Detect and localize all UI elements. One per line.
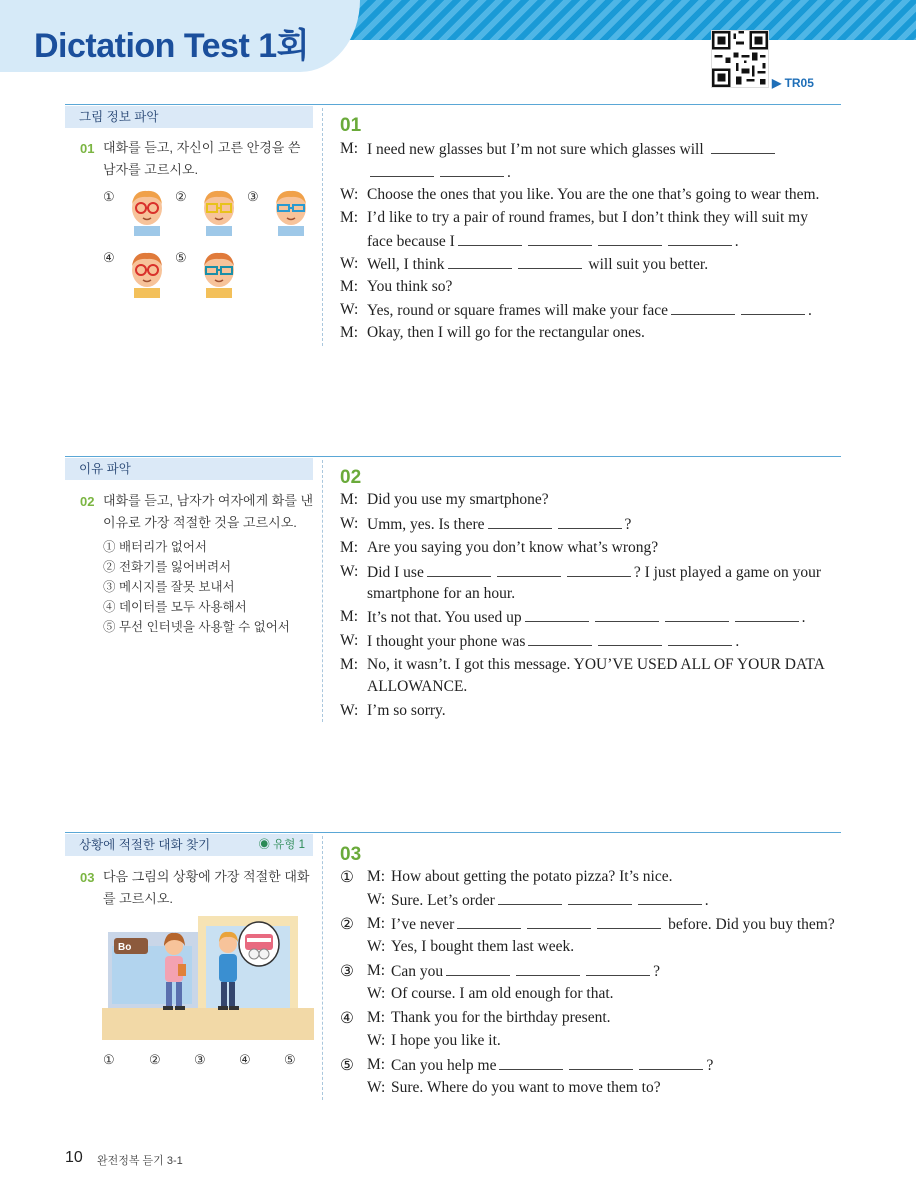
answer-blank[interactable] — [528, 232, 592, 246]
answer-number: 01 — [340, 115, 362, 136]
speaker-label: W: — [340, 702, 359, 719]
speaker-label: W: — [367, 891, 386, 908]
answer-blank[interactable] — [427, 563, 491, 577]
dialogue-text: I’d like to try a pair of round frames, but I don’t think they will suit my — [367, 209, 808, 226]
answer-blank[interactable] — [525, 608, 589, 622]
option-list — [103, 537, 290, 637]
answer-blank[interactable] — [569, 1056, 633, 1070]
answer-blank[interactable] — [558, 515, 622, 529]
dialogue-text: Did I use — [367, 564, 424, 581]
book-title: 완전정복 듣기 3-1 — [97, 1155, 183, 1167]
answer-blank[interactable] — [639, 1056, 703, 1070]
choice-number[interactable]: ③ — [340, 963, 354, 980]
section-label-text: 상황에 적절한 대화 찾기 — [79, 838, 211, 852]
answer-blank[interactable] — [598, 632, 662, 646]
answer-blank[interactable] — [370, 163, 434, 177]
option-item[interactable]: ① 배터리가 없어서 — [103, 540, 207, 554]
choice-number[interactable]: ⑤ — [340, 1057, 354, 1074]
answer-number: 02 — [340, 467, 362, 488]
dialogue-text: Can you — [391, 963, 444, 980]
answer-blank[interactable] — [499, 1056, 563, 1070]
section-rule — [65, 832, 841, 833]
speaker-label: M: — [340, 656, 359, 673]
dialogue-text: ? I just played a game on your — [633, 564, 822, 581]
dialogue-text: It’s not that. You used up — [367, 609, 522, 626]
speaker-label: W: — [367, 1079, 386, 1096]
dialogue-text: How about getting the potato pizza? It’s nice. — [391, 868, 673, 885]
speaker-label: W: — [367, 1032, 386, 1049]
speaker-label: M: — [367, 962, 386, 979]
answer-blank[interactable] — [528, 632, 592, 646]
answer-number: 03 — [340, 844, 362, 865]
option-label[interactable]: ② — [175, 189, 187, 204]
shop-scene-image — [102, 912, 314, 1040]
speaker-label: M: — [340, 278, 359, 295]
dialogue-text: ALLOWANCE. — [367, 678, 468, 695]
option-item[interactable]: ③ 메시지를 잘못 보내서 — [103, 580, 235, 594]
dialogue-text: face because I — [367, 233, 455, 250]
answer-blank[interactable] — [516, 962, 580, 976]
speaker-label: M: — [340, 491, 359, 508]
option-label[interactable]: ③ — [194, 1052, 206, 1067]
answer-blank[interactable] — [568, 891, 632, 905]
header-stripes — [300, 0, 916, 40]
speaker-label: W: — [340, 632, 359, 649]
speaker-label: M: — [367, 1009, 386, 1026]
section-label: 이유 파악 — [65, 458, 313, 480]
speaker-label: W: — [340, 301, 359, 318]
speaker-label: W: — [367, 938, 386, 955]
option-item[interactable]: ② 전화기를 잃어버려서 — [103, 560, 232, 574]
dialogue-text: Yes, round or square frames will make your face — [367, 302, 669, 319]
answer-blank[interactable] — [497, 563, 561, 577]
answer-blank[interactable] — [457, 915, 521, 929]
type-badge: ◉ 유형 1 — [258, 839, 305, 851]
answer-blank[interactable] — [597, 915, 661, 929]
answer-blank[interactable] — [458, 232, 522, 246]
dialogue-text: Yes, I bought them last week. — [391, 938, 575, 955]
section-rule — [65, 456, 841, 457]
dialogue-block: M: I need new glasses but I’m not sure which glasses will . W: Choose the ones that you like. You are the one that’s going to wear them. M: I’d like to try a pair of round frames, but I don’t think they will suit my face because I . W: Well, I think will suit you better. M: You think so? W: Yes, round or square frames will make your face . M: Okay, then I will go for the rectangular ones. — [340, 140, 820, 341]
answer-blank[interactable] — [446, 962, 510, 976]
speaker-label: M: — [340, 140, 359, 157]
option-label[interactable]: ② — [149, 1052, 161, 1067]
question-number: 03 — [80, 870, 95, 885]
dialogue-text: smartphone for an hour. — [367, 585, 516, 602]
option-label[interactable]: ⑤ — [175, 250, 187, 265]
dialogue-text: Are you saying you don’t know what’s wrong? — [367, 539, 659, 556]
answer-blank[interactable] — [735, 608, 799, 622]
speaker-label: M: — [340, 539, 359, 556]
dialogue-text: before. Did you buy them? — [668, 916, 835, 933]
dialogue-text: Umm, yes. Is there — [367, 516, 485, 533]
dialogue-text: Did you use my smartphone? — [367, 491, 549, 508]
column-divider — [322, 460, 323, 722]
speaker-label: M: — [367, 868, 386, 885]
answer-blank[interactable] — [586, 962, 650, 976]
answer-blank[interactable] — [671, 301, 735, 315]
dialogue-text: Choose the ones that you like. You are the one that’s going to wear them. — [367, 186, 820, 203]
dialogue-text: Of course. I am old enough for that. — [391, 985, 614, 1002]
qr-code-icon[interactable] — [711, 30, 769, 88]
answer-blank[interactable] — [741, 301, 805, 315]
answer-blank[interactable] — [488, 515, 552, 529]
answer-blank[interactable] — [595, 608, 659, 622]
speaker-label: W: — [340, 563, 359, 580]
choices-block: ① M: How about getting the potato pizza? It’s nice. W: Sure. Let’s order . ② M: I’ve never before. Did you buy them? W: Yes, I bought them last week. ③ M: Can you ? W: Of course. I am old enough for that. ④ M: Thank you for the birthday present. W: I hope you like it. ⑤ M: Can you help me ? W: Sure. Where do you want to move them to? — [340, 868, 835, 1096]
answer-blank[interactable] — [498, 891, 562, 905]
option-item[interactable]: ④ 데이터를 모두 사용해서 — [103, 600, 247, 614]
boy-round-red-glasses-image — [122, 186, 172, 236]
dialogue-text: I’m so sorry. — [367, 702, 446, 719]
dialogue-text: I’ve never — [391, 916, 455, 933]
answer-blank[interactable] — [665, 608, 729, 622]
choice-number[interactable]: ④ — [340, 1010, 354, 1027]
option-item[interactable]: ⑤ 무선 인터넷을 사용할 수 없어서 — [103, 620, 290, 634]
question-text: 대화를 듣고, 자신이 고른 안경을 쓴 남자를 고르시오. — [103, 140, 301, 177]
speaker-label: M: — [340, 209, 359, 226]
dialogue-text: Okay, then I will go for the rectangular ones. — [367, 324, 645, 341]
page-number: 10 — [65, 1149, 83, 1166]
answer-blank[interactable] — [567, 563, 631, 577]
dialogue-text: No, it wasn’t. I got this message. YOU’VE USED ALL OF YOUR DATA — [367, 656, 825, 673]
dialogue-text: I need new glasses but I’m not sure which glasses will — [367, 141, 704, 158]
speaker-label: W: — [367, 985, 386, 1002]
dialogue-text: Well, I think — [367, 256, 445, 273]
boy-rect-teal-glasses-image — [194, 248, 244, 298]
dialogue-text: You think so? — [367, 278, 453, 295]
question-number: 02 — [80, 494, 95, 509]
column-divider — [322, 108, 323, 346]
dialogue-text: I thought your phone was — [367, 633, 526, 650]
answer-blank[interactable] — [668, 232, 732, 246]
choice-number[interactable]: ② — [340, 916, 354, 933]
dialogue-block: M: Did you use my smartphone? W: Umm, yes. Is there ? M: Are you saying you don’t know what’s wrong? W: Did I use ? I just played a game on your smartphone for an hour. M: It’s not that. You used up . W: I thought your phone was . M: No, it wasn’t. I got this message. YOU’VE USED ALL OF YOUR DATA ALLOWANCE. W: I’m so sorry. — [340, 491, 825, 719]
dialogue-text: Can you help me — [391, 1057, 497, 1074]
speaker-label: W: — [340, 515, 359, 532]
header-band — [0, 0, 916, 72]
boy-square-yellow-glasses-image — [194, 186, 244, 236]
column-divider — [322, 836, 323, 1100]
question-text: 대화를 듣고, 남자가 여자에게 화를 낸 이유로 가장 적절한 것을 고르시오. — [103, 493, 314, 530]
answer-blank[interactable] — [448, 255, 512, 269]
speaker-label: M: — [367, 915, 386, 932]
page-title: Dictation Test 1회 — [34, 27, 309, 65]
choice-number[interactable]: ① — [340, 869, 354, 886]
answer-blank[interactable] — [527, 915, 591, 929]
track-label[interactable]: ▶ TR05 — [772, 76, 814, 90]
speaker-label: W: — [340, 186, 359, 203]
option-label[interactable]: ④ — [103, 250, 115, 265]
dialogue-text: Sure. Where do you want to move them to? — [391, 1079, 661, 1096]
speaker-label: M: — [340, 608, 359, 625]
answer-blank[interactable] — [598, 232, 662, 246]
question-text: 다음 그림의 상황에 가장 적절한 대화를 고르시오. — [103, 869, 310, 906]
option-label[interactable]: ① — [103, 189, 115, 204]
option-label[interactable]: ③ — [247, 189, 259, 204]
answer-blank[interactable] — [711, 140, 775, 154]
dialogue-text: I hope you like it. — [391, 1032, 501, 1049]
boy-round-red-glasses-image — [122, 248, 172, 298]
option-label[interactable]: ① — [103, 1052, 115, 1067]
answer-blank[interactable] — [668, 632, 732, 646]
option-label[interactable]: ⑤ — [284, 1052, 296, 1067]
boy-rect-blue-glasses-image — [266, 186, 316, 236]
answer-blank[interactable] — [638, 891, 702, 905]
option-label[interactable]: ④ — [239, 1052, 251, 1067]
dialogue-text: will suit you better. — [588, 256, 709, 273]
speaker-label: W: — [340, 255, 359, 272]
section-rule — [65, 104, 841, 105]
question-number: 01 — [80, 141, 95, 156]
shop-sign: Bo — [118, 942, 132, 953]
section-label: 그림 정보 파악 — [65, 106, 313, 128]
section-label — [65, 834, 313, 856]
dialogue-text: Sure. Let’s order — [391, 892, 495, 909]
speaker-label: M: — [367, 1056, 386, 1073]
answer-blank[interactable] — [440, 163, 504, 177]
speaker-label: M: — [340, 324, 359, 341]
answer-blank[interactable] — [518, 255, 582, 269]
dialogue-text: Thank you for the birthday present. — [391, 1009, 611, 1026]
dialogue-text: . — [507, 164, 511, 181]
